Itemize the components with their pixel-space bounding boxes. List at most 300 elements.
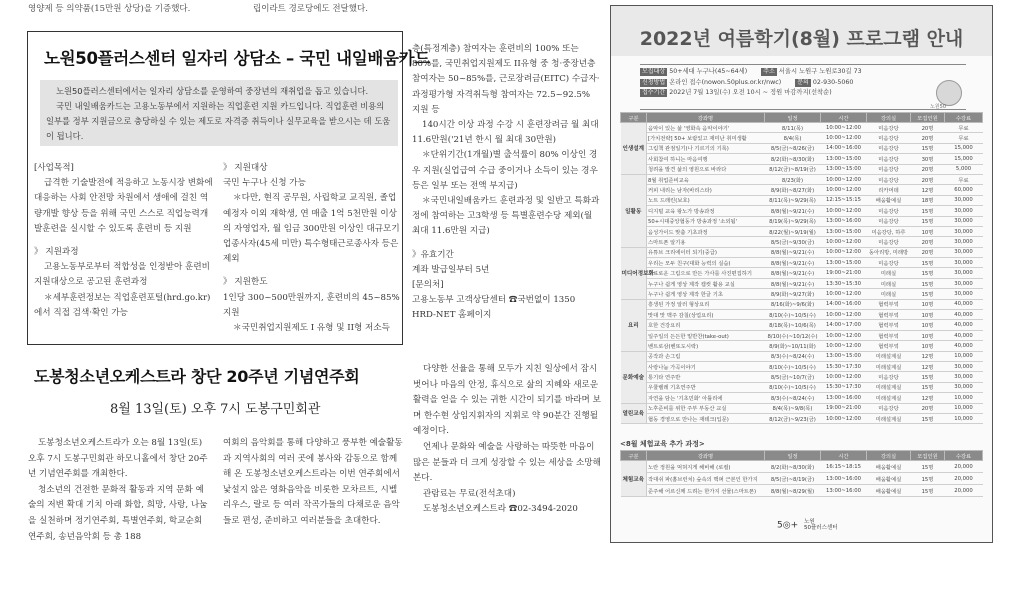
section-heading: 》 지원한도 [223,277,268,288]
table-cell: 20명 [911,237,945,247]
table-row [621,195,983,205]
table-cell: 8/11(목) [765,123,821,133]
mascot-label: 노원50 [930,104,947,110]
table-cell: 음악이 있는 삶 '영화속 음악이야기' [647,123,765,133]
table-cell: 8/4(목) [765,133,821,143]
table-row [621,361,983,371]
table-cell: 미음강당 [867,174,911,184]
table-cell: 8/10(수)~10/5(수) [765,382,821,392]
table-cell: 커피 내리는 남자(바리스타) [647,185,765,195]
table-cell: 10:00~12:00 [821,289,867,299]
category-cell: 미디어정보화 [621,247,647,299]
table-row [621,216,983,226]
article-1-intro [40,80,398,146]
table-cell: 15:30~17:30 [821,361,867,371]
table-cell: 12명 [911,185,945,195]
paragraph: 층(특정계층) 참여자는 훈련비의 100% 또는 80%를, 국민취업지원제도 II유형 중 청·중장년층 참여자는 50~85%를, 근로장려금(EITC) 수급자·과정평가형 자격취득형 참여자는 72.5~92.5% 지원 등 [412,44,600,115]
article-1-title: 노원50플러스센터 일자리 상담소 – 국민 내일배움카드 [44,49,430,68]
table-cell: 미래실 [867,268,911,278]
table-cell: 호한 건강요리 [647,320,765,330]
table-cell: 30,000 [945,382,983,392]
table-cell: 13:00~15:00 [821,226,867,236]
table-cell: 8/8(월)~9/21(수) [765,278,821,288]
paragraph-gap [34,237,214,245]
table-cell: 미래실 [867,289,911,299]
article-2-title: 도봉청소년오케스트라 창단 20주년 기념연주회 [34,367,360,386]
table-cell: 협력부엌 [867,299,911,309]
table-cell: 8/5(금)~9/30(금) [765,237,821,247]
table-cell: 12명 [911,361,945,371]
table-cell: 8/8(월)~9/21(수) [765,258,821,268]
table-row [621,278,983,288]
info-text: 서울시 노원구 노원로30길 73 [778,68,862,75]
table-row [621,310,983,320]
paragraph: ＊국민내일배움카드 훈련과정 및 일반고 특화과정에 참여하는 고3학생 등 특별훈련수당 제외(월 최대 11.6만원 지급) [412,196,600,237]
article-1-intro-line: 노원50플러스센터에서는 일자리 상담소를 운영하여 중장년의 재취업을 돕고 있습니다. [56,86,369,96]
center-logo-text [804,519,838,531]
table-cell: 우쿨렐레 기초연주반 [647,382,765,392]
paragraph: 다양한 선율을 통해 모두가 지친 일상에서 잠시 벗어나 마음의 안정, 휴식으로 삶의 지혜와 새로운 활력을 얻을 수 있는 귀한 시간이 되기를 바라며 보며 한수현 상임지휘자의 지휘로 약 90분간 진행될 예정이다. [413,364,601,437]
table-row [621,299,983,309]
table-cell: 14:00~17:00 [821,320,867,330]
table-cell: 15명 [911,206,945,216]
program-table [620,112,983,424]
info-badge: 주소 [763,68,775,75]
column-header: 수강료 [945,113,983,123]
table-cell: 배움활예실 [867,473,911,485]
table-cell: 40,000 [945,330,983,340]
table-cell: 12:15~15:15 [821,195,867,205]
table-cell: 무료 [945,174,983,184]
table-cell: 20,000 [945,485,983,497]
table-cell: 16:15~18:15 [821,461,867,473]
column-header: 모집인원 [911,451,945,461]
table-cell: 30,000 [945,216,983,226]
table-cell: 10:00~12:00 [821,123,867,133]
table-cell: 8/9(화)~10/11(화) [765,341,821,351]
table-cell: 디지털 교육 왕노가 방송과정 [647,206,765,216]
table-cell: 20명 [911,123,945,133]
table-cell: 음성가이드 맞춤 기초과정 [647,226,765,236]
extra-courses-header [621,451,983,461]
table-cell: 50+시대중앙협동가 방송과정 '소외됨' [647,216,765,226]
extra-courses-title: <8월 체험교육 추가 과정> [620,440,705,448]
table-row [621,485,983,497]
table-cell: 8/10(수)~10/12(수) [765,330,821,340]
table-row [621,174,983,184]
table-cell: 15명 [911,485,945,497]
table-cell: 30,000 [945,278,983,288]
table-cell: 미음강당 [867,123,911,133]
table-cell: 20명 [911,133,945,143]
info-badge: 문의 [797,78,809,86]
paragraph-gap [223,267,401,275]
table-cell: 8/19(목)~9/29(목) [765,216,821,226]
table-cell: 10:00~12:00 [821,174,867,184]
poster-title: 2022년 여름학기(8월) 프로그램 안내 [639,28,964,50]
column-header: 구분 [621,113,647,123]
table-cell: 배움활예실 [867,195,911,205]
table-cell: 20명 [911,247,945,257]
table-cell: 8/2(화)~8/30(화) [765,461,821,473]
paragraph: 1인당 300~500만원까지, 훈련비의 45~85% 지원 [223,292,400,318]
table-cell: 8/8(월)~9/21(수) [765,247,821,257]
table-cell: 15명 [911,372,945,382]
table-cell: 10명 [911,341,945,351]
table-cell: 스마트폰 알기용 [647,237,765,247]
paragraph: ＊세부훈련정보는 직업훈련포털(hrd.go.kr)에서 직접 검색·확인 가능 [34,292,211,318]
article-1-column-1 [34,161,214,321]
column-header: 시간 [821,113,867,123]
table-cell: 미래설계실 [867,413,911,423]
column-header: 강의실 [867,113,911,123]
table-cell: 13:00~16:00 [821,485,867,497]
table-cell: 30,000 [945,258,983,268]
table-cell: 5,000 [945,164,983,174]
article-1-column-2 [223,161,401,336]
poster-info-block [640,64,966,110]
table-cell: 8/9(화)~9/27(화) [765,289,821,299]
table-row [621,226,983,236]
table-cell: 8/4(목)~9/8(목) [765,403,821,413]
table-cell: 20명 [911,164,945,174]
top-fragment-left: 영양제 등 의약품(15만원 상당)을 기증했다. [28,4,191,14]
article-1-column-3 [412,42,600,324]
category-cell: 문화예술 [621,351,647,403]
table-cell: 19:00~21:00 [821,268,867,278]
table-cell: 20,000 [945,473,983,485]
table-cell: 10,000 [945,403,983,413]
table-cell: 맛대 맛 맥주 감칠(상업요리) [647,310,765,320]
table-cell: 30,000 [945,361,983,371]
table-cell: 10:00~12:00 [821,310,867,320]
paragraph: ＊다만, 현직 공무원, 사립학교 교직원, 졸업예정자 이외 재학생, 연 매출 1억 5천만원 이상의 자영업자, 월 임금 300만원 이상인 대규모기업종사자(45세 미만) 특수형태근로종사자 등은 제외 [223,193,400,265]
table-cell: 8/3(수)~8/24(수) [765,351,821,361]
table-cell: 13:00~15:00 [821,164,867,174]
table-cell: 13:00~15:00 [821,351,867,361]
table-cell: 19:00~21:00 [821,403,867,413]
table-cell: 노트 드래린(보호) [647,195,765,205]
table-cell: 리카머데 [867,185,911,195]
table-cell: 일주일의 든든한 밑반찬(take-out) [647,330,765,340]
category-cell: 인생설계 [621,123,647,175]
category-cell: 열린교육 [621,403,647,424]
info-text: 50+세대 누구나(45~64세) [669,68,748,75]
table-cell: 8/12(금)~8/19(금) [765,164,821,174]
table-cell: 협력부엌 [867,341,911,351]
table-cell: 8월 취업준비교육 [647,174,765,184]
table-cell: 15명 [911,216,945,226]
table-cell: 40,000 [945,320,983,330]
article-2-column-2 [223,436,405,530]
table-cell: 40,000 [945,310,983,320]
info-text: 02-930-5060 [812,78,854,86]
table-cell: 누구나 쉽게 영상 제작 한글 기초 [647,289,765,299]
table-cell: 누구나 쉽게 영상 제작 캡컷 활용 교실 [647,278,765,288]
table-cell: 10명 [911,226,945,236]
table-row [621,133,983,143]
paragraph: 급격한 기술발전에 적응하고 노동시장 변화에 대응하는 사회 안전망 차원에서 생애에 걸친 역량개발 향상 등을 위해 국민 스스로 직업능력개발훈련을 실시할 수 있도록 훈련비 등 지원 [34,178,213,234]
table-cell: 60,000 [945,185,983,195]
table-cell: 통기타 연주반 [647,372,765,382]
table-cell: 사랑나눔 가곡이야기 [647,361,765,371]
table-row [621,403,983,413]
column-header: 구분 [621,451,647,461]
table-cell: 15명 [911,382,945,392]
info-row [640,88,966,99]
column-header: 수강료 [945,451,983,461]
column-header: 일정 [765,113,821,123]
table-cell: 8/5(금)~10/7(금) [765,372,821,382]
table-cell: 배움활예실 [867,461,911,473]
table-cell: 20,000 [945,461,983,473]
table-cell: 8/5(금)~8/26(금) [765,143,821,153]
table-row [621,393,983,403]
table-cell: 8/8(월)~9/21(수) [765,206,821,216]
article-1-intro-line: 국민 내일배움카드는 고용노동부에서 지원하는 직업훈련 지원 카드입니다. 직업훈련 비용의 일부를 정부 지원금으로 충당하실 수 있는 제도로 자격증 취득이나 실무교육을 받으시는 데 도움이 됩니다. [46,101,391,141]
table-cell: 12명 [911,351,945,361]
table-cell: 8/2(화)~8/30(화) [765,154,821,164]
table-cell: 15명 [911,413,945,423]
table-row [621,185,983,195]
table-cell: 15명 [911,143,945,153]
table-cell: 30,000 [945,268,983,278]
table-cell: 자연을 담는 '기초민화' 아틀리에 [647,393,765,403]
table-cell: 30,000 [945,226,983,236]
table-cell: 12명 [911,393,945,403]
table-cell: 협동 경영으로 만나는 재테크(입문) [647,413,765,423]
table-cell: 8/5(금)~8/19(금) [765,473,821,485]
column-header: 강좌명 [647,451,765,461]
table-cell: 8/10(수)~10/5(수) [765,310,821,320]
top-fragment-line [28,2,428,14]
table-cell: 8/16(화)~9/6(화) [765,299,821,309]
table-row [621,247,983,257]
table-row [621,289,983,299]
table-cell: 15명 [911,268,945,278]
paragraph: 도봉청소년오케스트라 ☎02-3494-2020 [423,504,578,515]
table-cell: 유튜브 크리에이터 되기(중급) [647,247,765,257]
table-cell: 15명 [911,258,945,268]
table-cell: 10,000 [945,351,983,361]
table-cell: 15명 [911,461,945,473]
table-cell: 협력부엌 [867,330,911,340]
center-logo [777,519,838,531]
table-cell: 10:00~12:00 [821,237,867,247]
table-cell: 협력부엌 [867,310,911,320]
table-row [621,206,983,216]
table-cell: 15명 [911,473,945,485]
table-cell: 미음강당 [867,133,911,143]
table-row [621,320,983,330]
table-cell: 8/23(화) [765,174,821,184]
category-cell: 일활동 [621,174,647,247]
table-row [621,473,983,485]
table-cell: 30,000 [945,237,983,247]
table-row [621,258,983,268]
table-cell: 미음강당, 하루 [867,226,911,236]
top-fragment-right: 립이라트 경로당에도 전달했다. [253,4,368,14]
table-row [621,351,983,361]
table-cell: 30,000 [945,247,983,257]
table-cell: 30,000 [945,206,983,216]
table-cell: 미음강당 [867,216,911,226]
table-row [621,382,983,392]
table-cell: 미음강당 [867,154,911,164]
table-cell: 미래실 [867,278,911,288]
table-cell: 8/18(목)~10/6(목) [765,320,821,330]
table-cell: 14:00~16:00 [821,143,867,153]
table-cell: 10명 [911,310,945,320]
table-row [621,268,983,278]
table-cell: 10:00~12:00 [821,341,867,351]
table-row [621,164,983,174]
table-cell: 20명 [911,403,945,413]
paragraph: 140시간 이상 과정 수강 시 훈련장려금 월 최대 11.6만원('21년 한시 월 최대 30만원) [412,120,599,146]
table-row [621,372,983,382]
table-cell: 사회참여 하니는 마음여행 [647,154,765,164]
table-cell: 10,000 [945,413,983,423]
table-cell: 13:00~16:00 [821,393,867,403]
table-cell: 8/3(수)~8/24(수) [765,393,821,403]
table-cell: 미래설계실 [867,393,911,403]
table-cell: 우리는 모두 친구(대화 능력의 실습) [647,258,765,268]
table-cell: 15명 [911,278,945,288]
info-badge: 모집대상 [642,68,666,75]
table-cell: 미래설계실 [867,382,911,392]
center-logo-mark: 5◎+ [777,520,799,531]
info-badge: 신청방법 [642,78,666,86]
table-cell: [가치전략] 50+ 보람있고 재미난 취미생활 [647,133,765,143]
section-heading: [사업목적] [34,163,74,173]
table-cell: 13:30~15:30 [821,278,867,288]
table-cell: 30,000 [945,372,983,382]
table-cell: 13:00~16:00 [821,216,867,226]
table-cell: 미음강당 [867,206,911,216]
table-cell: 13:00~15:00 [821,258,867,268]
info-row [640,78,966,89]
paragraph: 청소년의 건전한 문화적 활동과 지역 문화 예술의 저변 확대 기치 아래 화합, 희망, 사랑, 나눔을 실천하며 정기연주회, 특별연주회, 학교순회연주회, 송년음악회 등 총 188 [28,484,208,542]
table-cell: 40,000 [945,299,983,309]
table-cell: 협력부엌 [867,320,911,330]
paragraph: 고용노동부 고객상담센터 ☎국번없이 1350 [412,295,576,306]
table-cell: 배움활예실 [867,485,911,497]
info-badge: 접수기간 [642,89,666,96]
table-cell: 10,000 [945,393,983,403]
paragraph: 계좌 발급일부터 5년 [412,264,490,275]
table-cell: 무료로운 그림으로 만든 가사를 사진편집하기 [647,268,765,278]
section-heading: [문의처] [412,280,444,291]
table-cell: 미래설계실 [867,351,911,361]
table-cell: 흥생된 가정 알러 형상요리 [647,299,765,309]
category-cell: 요리 [621,299,647,351]
table-cell: 미음강당 [867,164,911,174]
table-cell: 15,000 [945,143,983,153]
table-cell: 미래설계실 [867,361,911,371]
table-cell: 무료 [945,133,983,143]
paragraph: ＊국민취업지원제도 I 유형 및 II형 저소득 [233,323,390,334]
table-cell: 청려을 발견 삶의 영원으로 바라다 [647,164,765,174]
table-cell: 30,000 [945,195,983,205]
table-cell: 18명 [911,195,945,205]
table-cell: 8/8(월)~8/29(월) [765,485,821,497]
column-header: 시간 [821,451,867,461]
table-row [621,341,983,351]
paragraph: 여회의 음악회를 통해 다양하고 풍부한 예술활동과 지역사회의 여러 곳에 봉사와 감동으로 함께해 온 도봉청소년오케스트라는 이번 연주회에서 낯설지 않은 영화음악을 비롯한 모차르트, 시벨리우스, 랄로 등 여러 작곡가들의 다채로운 음악들로 편성, 준비하고 여러분들을 초대한다. [223,438,403,526]
paragraph: 국민 누구나 신청 가능 [223,178,306,189]
table-cell: 20명 [911,174,945,184]
paragraph: ＊단위기간(1개월)별 출석률이 80% 이상인 경우 지원(실업급여 수급 중이거나 소득이 있는 경우 등은 일부 또는 전액 부지급) [412,150,598,191]
info-text: 온라인 접수(nowon.50plus.or.kr/nwc) [669,78,782,86]
extra-courses-table [620,450,983,497]
table-cell: 8/10(수)~10/5(수) [765,361,821,371]
table-row [621,330,983,340]
table-cell: 15명 [911,289,945,299]
table-row [621,413,983,423]
paragraph: 관람료는 무료(전석초대) [423,488,516,499]
table-cell: 8/8(월)~9/21(수) [765,268,821,278]
table-cell: 8/11(목)~9/29(목) [765,195,821,205]
paragraph: 언제나 문화와 예술을 사랑하는 따뜻한 마음이 많은 분들과 더 크게 성장할 수 있는 세상을 소망해본다. [413,441,601,484]
section-heading: 》유효기간 [412,249,454,260]
paragraph-gap [412,240,600,248]
center-logo-line-2: 50플러스센터 [804,525,838,531]
table-cell: 동아리방, 미래방 [867,247,911,257]
paragraph: HRD-NET 홈페이지 [412,310,492,321]
table-cell: 10명 [911,299,945,309]
table-cell: 15:30~17:30 [821,382,867,392]
info-row [640,67,966,78]
table-cell: 30명 [911,154,945,164]
table-cell: 미음강당 [867,258,911,268]
article-2-column-3 [413,362,601,518]
info-text: 2022년 7월 13일(수) 오전 10시 ~ 정원 마감까지(선착순) [669,89,832,96]
table-cell: 13:00~15:00 [821,154,867,164]
table-cell: 10:00~12:00 [821,247,867,257]
table-cell: 13:00~16:00 [821,473,867,485]
section-heading: 》 지원대상 [223,163,268,173]
table-cell: 10:00~12:00 [821,330,867,340]
table-cell: 벤트로삼(벤또도시락) [647,341,765,351]
program-table-header [621,113,983,123]
table-cell: 무료 [945,123,983,133]
table-cell: 8/22(월)~9/19(월) [765,226,821,236]
paragraph: 고용노동부로부터 적합성을 인정받아 훈련비 지원대상으로 공고된 훈련과정 [34,262,210,288]
table-cell: 작대쉬 파(홈브런치) 숲속의 맥퍼 근본인 한가지 [647,473,765,485]
table-cell: 10:00~12:00 [821,185,867,195]
column-header: 일정 [765,451,821,461]
column-header: 모집인원 [911,113,945,123]
table-cell: 15,000 [945,154,983,164]
paragraph: 도봉청소년오케스트라가 오는 8월 13일(토) 오후 7시 도봉구민회관 하모니홀에서 창단 20주년 기념연주회를 개최한다. [28,438,208,480]
table-cell: 10명 [911,330,945,340]
table-row [621,123,983,133]
table-cell: 10:00~12:00 [821,133,867,143]
section-heading: 》 지원과정 [34,247,79,258]
table-row [621,461,983,473]
table-cell: 미음강당 [867,237,911,247]
table-cell: 8/9(화)~8/27(화) [765,185,821,195]
table-row [621,237,983,247]
article-2-subtitle: 8월 13일(토) 오후 7시 도봉구민회관 [110,402,321,417]
table-cell: 공작과 손그림 [647,351,765,361]
column-header: 강의실 [867,451,911,461]
table-cell: 10:00~12:00 [821,206,867,216]
table-cell: 30,000 [945,289,983,299]
table-cell: 미음강당 [867,403,911,413]
category-cell: 체험교육 [621,461,647,497]
table-cell: 10:00~12:00 [821,413,867,423]
